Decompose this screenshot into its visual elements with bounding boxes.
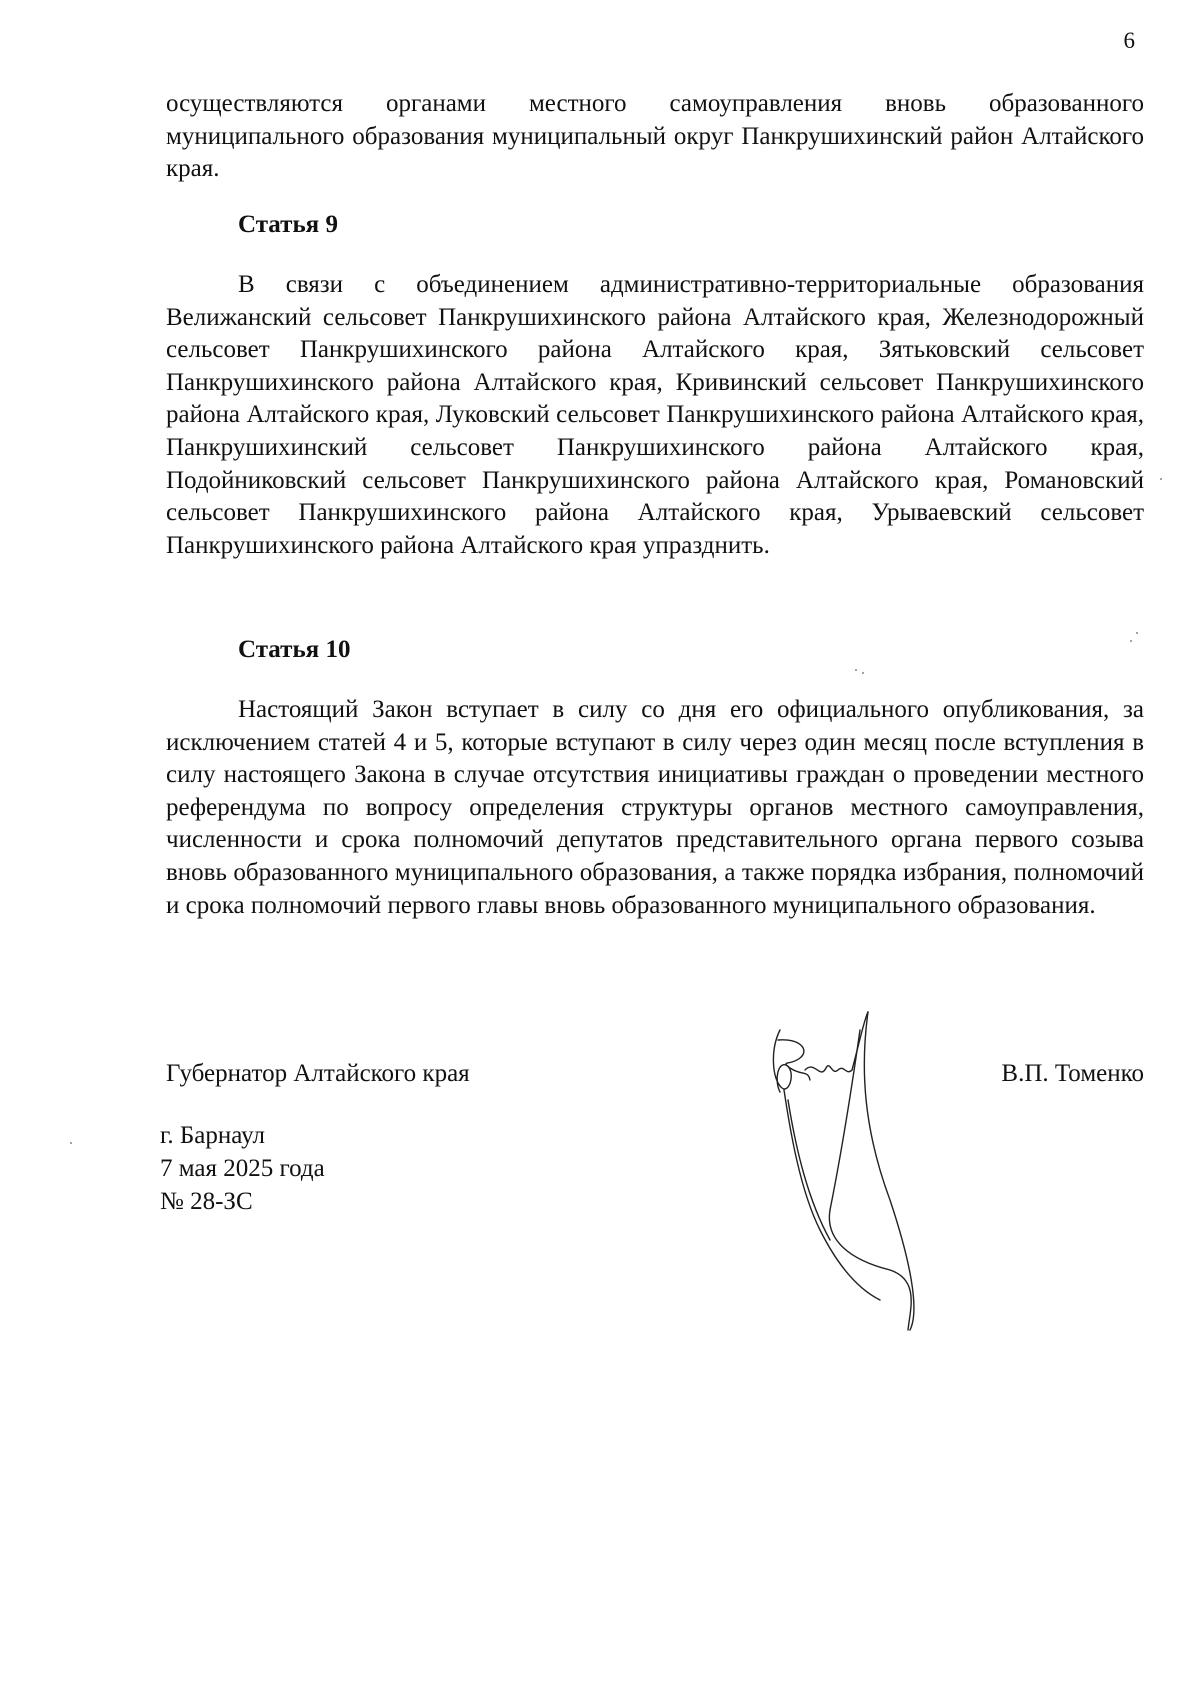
issue-city: г. Барнаул <box>160 1122 265 1149</box>
article-10-heading: Статья 10 <box>238 636 351 663</box>
scan-speck <box>1130 640 1132 642</box>
issue-date: 7 мая 2025 года <box>160 1155 325 1182</box>
scan-speck <box>1136 632 1138 634</box>
handwritten-signature <box>760 1010 960 1340</box>
article-10-text: Настоящий Закон вступает в силу со дня его официального опубликования, за исключением статей 4 и 5, которые вступают в силу через один месяц после вступления в силу настоящего Закона в случае отсутствия инициативы граждан о проведении местного референдума по вопросу определения структуры органов местного самоуправления, численности и срока полномочий депутатов представительного органа первого созыва вновь образованного муниципального образования, а также порядка избрания, полномочий и срока полномочий первого главы вновь образованного муниципального образования. <box>166 696 1144 919</box>
article-9-heading: Статья 9 <box>238 211 338 238</box>
signatory-position: Губернатор Алтайского края <box>166 1060 470 1087</box>
scan-speck <box>70 1142 72 1144</box>
article-9-text: В связи с объединением административно-территориальные образования Велижанский сельсовет Панкрушихинского района Алтайского края, Железнодорожный сельсовет Панкрушихинского района Алтайского края, Зятьковский сельсовет Панкрушихинского района Алтайского края, Кривинский сельсовет Панкрушихинского района Алтайского края, Луковский сельсовет Панкрушихинского района Алтайского края, Панкрушихинский сельсовет Панкрушихинского района Алтайского края, Подойниковский сельсовет Панкрушихинского района Алтайского края, Романовский сельсовет Панкрушихинского района Алтайского края, Урываевский сельсовет Панкрушихинского района Алтайского края упразднить. <box>166 271 1144 559</box>
signatory-name: В.П. Томенко <box>1001 1060 1144 1087</box>
issue-number: № 28-ЗС <box>160 1188 253 1215</box>
scan-speck <box>855 669 857 671</box>
scan-speck <box>862 672 864 674</box>
scan-speck <box>1160 478 1162 480</box>
page-number: 6 <box>1123 28 1135 53</box>
intro-paragraph: осуществляются органами местного самоуправления вновь образованного муниципального образования муниципальный округ Панкрушихинский район Алтайского края. <box>166 90 1144 183</box>
